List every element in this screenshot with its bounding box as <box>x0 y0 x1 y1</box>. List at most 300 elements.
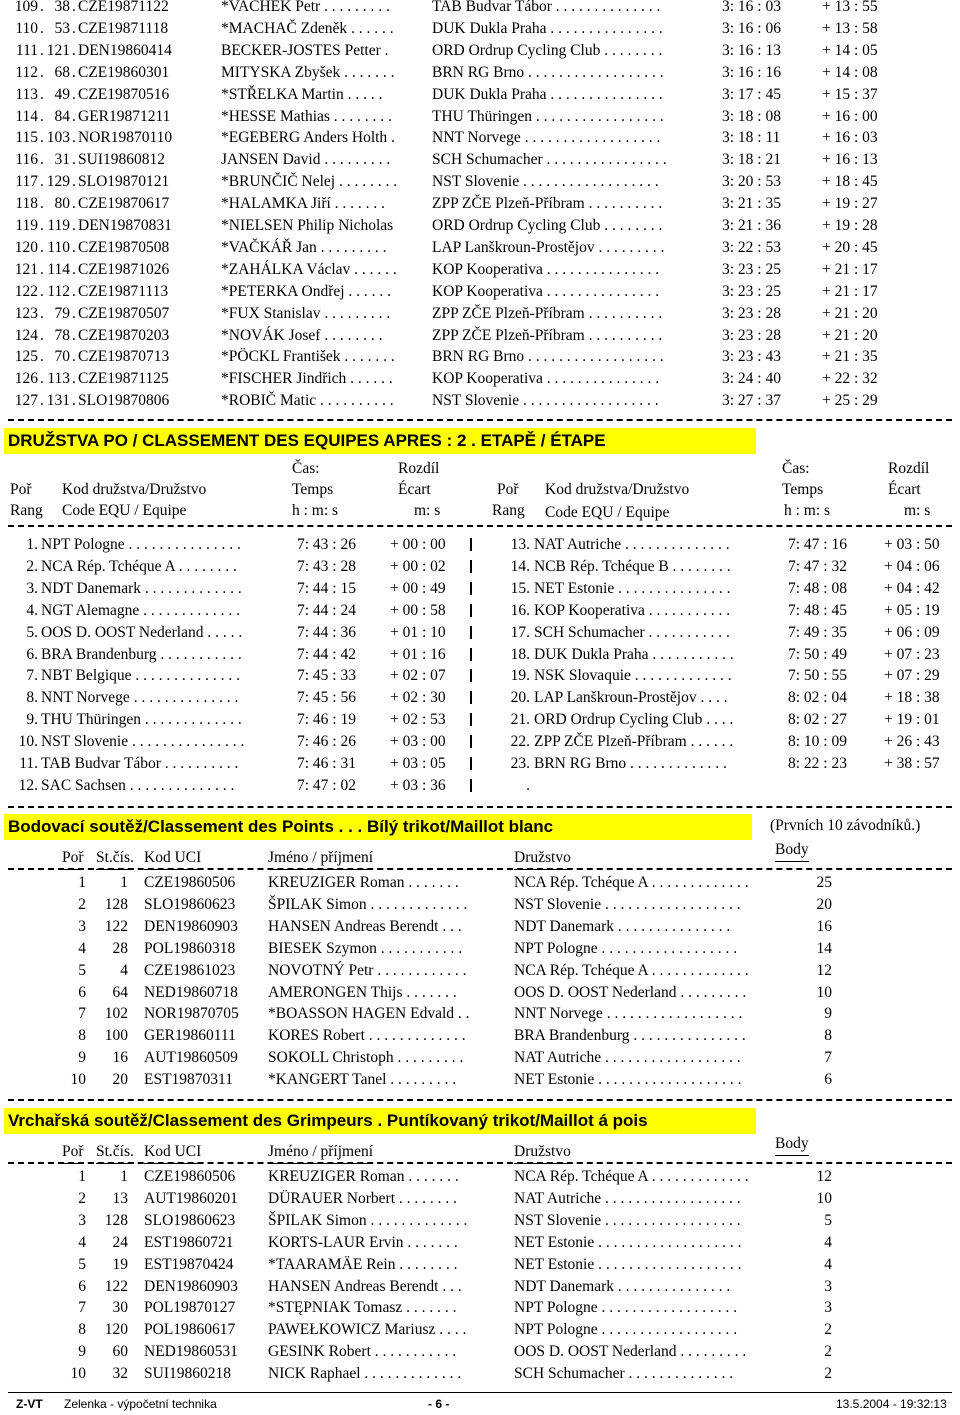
row-name: HANSEN Andreas Berendt . . . <box>268 917 462 935</box>
dot: . <box>72 107 76 125</box>
column-separator <box>470 604 472 617</box>
team-row <box>0 775 960 797</box>
result-start-number: 112 <box>47 282 70 300</box>
result-uci-code: CZE19870713 <box>78 348 170 366</box>
result-team: BRN RG Brno . . . . . . . . . . . . . . . . . . <box>432 348 664 366</box>
row-team: NAT Autriche . . . . . . . . . . . . . . . . . . <box>514 1049 741 1067</box>
result-uci-code: NOR19870110 <box>78 129 173 147</box>
row-rank: 3 <box>78 917 86 935</box>
dot: . <box>72 326 76 344</box>
dot: . <box>72 0 76 15</box>
team-time-right: 7: 50 : 55 <box>788 667 847 685</box>
footer-datetime: 13.5.2004 - 19:32:13 <box>836 1397 947 1411</box>
dot: . <box>40 151 44 169</box>
ranking-row <box>0 982 960 1004</box>
header-rank-right: Poř <box>497 481 519 498</box>
result-team: NST Slovenie . . . . . . . . . . . . . . . . . . <box>432 392 659 410</box>
result-position: 127 <box>14 392 38 410</box>
result-team: NNT Norvege . . . . . . . . . . . . . . . . . . <box>432 129 661 147</box>
row-rank: 9 <box>78 1049 86 1067</box>
result-uci-code: SUI19860812 <box>78 151 165 169</box>
column-separator <box>470 626 472 639</box>
ranking-row <box>0 1232 960 1254</box>
row-points: 25 <box>816 874 832 891</box>
result-uci-code: CZE19870507 <box>78 304 170 322</box>
row-rank: 8 <box>78 1321 86 1339</box>
result-start-number: 110 <box>47 238 70 256</box>
header-team-code: Kod družstva/Družstvo <box>62 481 207 498</box>
row-rank: 10 <box>70 1071 86 1089</box>
column-separator <box>470 757 472 770</box>
ranking-row <box>0 1254 960 1276</box>
result-row <box>0 0 960 18</box>
team-time: 7: 44 : 15 <box>297 579 356 597</box>
row-start-number: 28 <box>112 939 128 957</box>
result-name: *PETERKA Ondřej . . . . . . <box>221 282 392 300</box>
row-team: NPT Pologne . . . . . . . . . . . . . . . . . . <box>514 1321 738 1339</box>
team-time: 7: 45 : 56 <box>297 689 356 707</box>
team-gap: + 02 : 30 <box>390 689 446 707</box>
result-position: 122 <box>14 282 38 300</box>
header-gap-label: Rozdíl <box>398 460 440 477</box>
team-time: 7: 44 : 24 <box>297 601 356 619</box>
team-row <box>0 600 960 622</box>
result-gap: + 21 : 20 <box>822 326 878 344</box>
team-time-right: 7: 47 : 16 <box>788 536 847 553</box>
row-name: GESINK Robert . . . . . . . . . . . <box>268 1343 457 1361</box>
team-name-right: NET Estonie . . . . . . . . . . . . . . . <box>534 579 731 597</box>
row-start-number: 1 <box>120 1168 128 1185</box>
team-rank-right: 18. <box>510 645 530 663</box>
team-time: 7: 43 : 28 <box>297 557 356 575</box>
result-uci-code: CZE19870617 <box>78 195 170 213</box>
result-row <box>0 368 960 390</box>
row-rank: 7 <box>78 1299 86 1317</box>
header-team: Družstvo <box>514 847 571 870</box>
result-row <box>0 84 960 106</box>
team-rank: 9. <box>26 711 38 729</box>
row-start-number: 128 <box>104 895 128 913</box>
result-gap: + 15 : 37 <box>822 85 878 103</box>
column-separator <box>470 713 472 726</box>
result-position: 115 <box>15 129 38 147</box>
row-uci-code: NED19860718 <box>144 983 238 1001</box>
row-rank: 5 <box>78 1255 86 1273</box>
row-team: NET Estonie . . . . . . . . . . . . . . . . . . . <box>514 1255 742 1273</box>
team-time-right: 8: 02 : 27 <box>788 711 847 729</box>
team-time-right: 7: 47 : 32 <box>788 557 847 575</box>
team-gap: + 00 : 02 <box>390 557 446 575</box>
result-uci-code: CZE19871113 <box>78 282 169 300</box>
team-gap: + 00 : 58 <box>390 601 446 619</box>
team-name: NBT Belgique . . . . . . . . . . . . . . <box>41 667 241 685</box>
row-points: 12 <box>816 1168 832 1185</box>
header-rank: Poř <box>62 1141 84 1164</box>
team-rank: 10. <box>18 733 38 751</box>
team-gap-right: + 26 : 43 <box>884 733 940 751</box>
dot: . <box>40 238 44 256</box>
ranking-row <box>0 1166 960 1188</box>
row-start-number: 30 <box>112 1299 128 1317</box>
footer-brand: Z-VT <box>16 1397 43 1411</box>
row-rank: 7 <box>78 1005 86 1023</box>
header-name: Jméno / příjmení <box>268 847 373 870</box>
row-uci-code: SLO19860623 <box>144 1211 236 1229</box>
team-gap-right: + 18 : 38 <box>884 689 940 707</box>
result-gap: + 19 : 28 <box>822 217 878 234</box>
row-points: 4 <box>824 1233 832 1251</box>
dot: . <box>72 19 76 37</box>
ranking-row <box>0 1341 960 1363</box>
dot: . <box>72 151 76 169</box>
footer-rule <box>8 1392 952 1393</box>
result-row <box>0 18 960 40</box>
result-team: DUK Dukla Praha . . . . . . . . . . . . . . . <box>432 85 663 103</box>
team-time-right: 7: 50 : 49 <box>788 645 847 663</box>
row-name: NICK Raphael . . . . . . . . . . . . . <box>268 1365 462 1383</box>
column-separator <box>470 582 472 595</box>
result-time: 3: 20 : 53 <box>722 173 781 191</box>
result-position: 114 <box>15 107 38 125</box>
result-name: *ROBIČ Matic . . . . . . . . . . <box>221 392 394 410</box>
footer-company: Zelenka - výpočetní technika <box>64 1397 217 1411</box>
result-position: 119 <box>15 217 38 234</box>
ranking-row <box>0 1363 960 1385</box>
team-name-right: ORD Ordrup Cycling Club . . . . <box>534 711 734 729</box>
result-name: *NIELSEN Philip Nicholas <box>221 217 394 234</box>
ranking-row <box>0 1276 960 1298</box>
result-gap: + 16 : 13 <box>822 151 878 169</box>
row-uci-code: CZE19860506 <box>144 1168 236 1185</box>
result-gap: + 16 : 00 <box>822 107 878 125</box>
team-row <box>0 578 960 600</box>
points-section-title: Bodovací soutěž/Classement des Points . . . Bílý trikot/Maillot blanc <box>4 814 752 840</box>
result-name: *HESSE Mathias . . . . . . . . <box>221 107 392 125</box>
result-gap: + 25 : 29 <box>822 392 878 410</box>
result-name: *FUX Stanislav . . . . . . . . . <box>221 304 391 322</box>
result-row <box>0 346 960 368</box>
team-name: THU Thüringen . . . . . . . . . . . . . <box>41 711 242 729</box>
team-gap-right: + 05 : 19 <box>884 601 940 619</box>
column-separator <box>470 560 472 573</box>
team-rank: 2. <box>26 557 38 575</box>
result-gap: + 18 : 45 <box>822 173 878 191</box>
row-rank: 6 <box>78 1277 86 1295</box>
result-position: 123 <box>14 304 38 322</box>
dot: . <box>40 85 44 103</box>
result-uci-code: CZE19871125 <box>78 370 169 388</box>
result-name: *PÖCKL František . . . . . . . <box>221 348 395 366</box>
result-name: *MACHAČ Zdeněk . . . . . . <box>221 19 394 37</box>
team-rank: 7. <box>26 667 38 685</box>
header-time-label: Čas: <box>292 460 320 477</box>
dot: . <box>40 195 44 213</box>
team-time-right: 8: 22 : 23 <box>788 755 847 772</box>
result-time: 3: 18 : 11 <box>722 129 781 147</box>
team-time: 7: 46 : 26 <box>297 733 356 751</box>
divider <box>8 1099 952 1101</box>
row-start-number: 122 <box>104 917 128 935</box>
header-points: Body <box>775 839 809 862</box>
result-time: 3: 16 : 06 <box>722 19 781 37</box>
team-row <box>0 687 960 709</box>
row-team: NPT Pologne . . . . . . . . . . . . . . . . . . <box>514 1299 738 1317</box>
team-name-right: KOP Kooperativa . . . . . . . . . . . <box>534 601 731 619</box>
row-uci-code: NED19860531 <box>144 1343 238 1361</box>
result-position: 124 <box>14 326 38 344</box>
row-points: 2 <box>824 1321 832 1339</box>
team-name-right: BRN RG Brno . . . . . . . . . . . . . <box>534 755 727 772</box>
row-rank: 10 <box>70 1365 86 1383</box>
row-name: *STĘPNIAK Tomasz . . . . . . . <box>268 1299 457 1317</box>
dot: . <box>40 41 44 59</box>
team-name-right: NSK Slovaquie . . . . . . . . . . . . . <box>534 667 732 685</box>
result-row <box>0 62 960 84</box>
dot: . <box>40 129 44 147</box>
row-uci-code: AUT19860509 <box>144 1049 238 1067</box>
row-points: 3 <box>824 1299 832 1317</box>
ranking-row <box>0 1319 960 1341</box>
result-name: *BRUNČIČ Nelej . . . . . . . . <box>221 173 398 191</box>
result-uci-code: SLO19870806 <box>78 392 170 410</box>
result-start-number: 68 <box>54 63 70 81</box>
row-rank: 4 <box>78 1233 86 1251</box>
result-row <box>0 171 960 193</box>
team-row <box>0 622 960 644</box>
result-gap: + 22 : 32 <box>822 370 878 388</box>
row-name: ŠPILAK Simon . . . . . . . . . . . . . <box>268 895 468 913</box>
team-gap: + 03 : 05 <box>390 755 446 772</box>
teams-section-title: DRUŽSTVA PO / CLASSEMENT DES EQUIPES APRES : 2 . ETAPĚ / ÉTAPE <box>4 428 756 454</box>
dot: . <box>72 392 76 410</box>
result-time: 3: 27 : 37 <box>722 392 781 410</box>
row-rank: 2 <box>78 895 86 913</box>
row-team: NCA Rép. Tchéque A . . . . . . . . . . . . . <box>514 1168 749 1185</box>
team-rank: 5. <box>26 623 38 641</box>
team-gap-right: + 19 : 01 <box>884 711 940 729</box>
result-start-number: 38 <box>54 0 70 15</box>
row-points: 10 <box>816 1189 832 1207</box>
result-uci-code: CZE19870508 <box>78 238 170 256</box>
divider <box>8 525 952 527</box>
result-gap: + 14 : 08 <box>822 63 878 81</box>
header-ms-right: m: s <box>904 502 931 519</box>
result-row <box>0 303 960 325</box>
dot: . <box>72 282 76 300</box>
row-name: AMERONGEN Thijs . . . . . . . <box>268 983 457 1001</box>
team-gap-right: + 06 : 09 <box>884 623 940 641</box>
row-uci-code: EST19870311 <box>144 1071 233 1089</box>
team-name: NGT Alemagne . . . . . . . . . . . . . <box>41 601 241 619</box>
ranking-row <box>0 960 960 982</box>
row-name: KREUZIGER Roman . . . . . . . <box>268 1168 459 1185</box>
team-gap-right: + 07 : 23 <box>884 645 940 663</box>
dot: . <box>40 392 44 410</box>
team-name-right: ZPP ZČE Plzeň-Příbram . . . . . . <box>534 733 734 751</box>
team-name: NNT Norvege . . . . . . . . . . . . . . <box>41 689 239 707</box>
row-start-number: 64 <box>112 983 128 1001</box>
row-name: *TAARAMÄE Rein . . . . . . . . <box>268 1255 458 1273</box>
ranking-row <box>0 1188 960 1210</box>
team-name-right: DUK Dukla Praha . . . . . . . . . . . <box>534 645 734 663</box>
team-rank: 3. <box>26 579 38 597</box>
row-points: 4 <box>824 1255 832 1273</box>
result-start-number: 129 <box>46 173 70 191</box>
header-uci-code: Kod UCI <box>144 1141 201 1164</box>
ranking-row <box>0 1297 960 1319</box>
result-uci-code: SLO19870121 <box>78 173 170 191</box>
row-uci-code: AUT19860201 <box>144 1189 238 1207</box>
result-gap: + 21 : 17 <box>822 260 878 278</box>
team-name-right: LAP Lanškroun-Prostějov . . . . <box>534 689 728 707</box>
divider <box>8 419 952 421</box>
row-rank: 9 <box>78 1343 86 1361</box>
team-gap: + 00 : 49 <box>390 579 446 597</box>
header-code-equ-right: Code EQU / Equipe <box>545 504 670 521</box>
dot: . <box>72 217 76 234</box>
row-rank: 6 <box>78 983 86 1001</box>
column-separator <box>470 538 472 551</box>
row-rank: 1 <box>78 1168 86 1185</box>
row-name: ŠPILAK Simon . . . . . . . . . . . . . <box>268 1211 468 1229</box>
row-rank: 4 <box>78 939 86 957</box>
result-row <box>0 215 960 237</box>
row-name: DÜRAUER Norbert . . . . . . . . <box>268 1189 457 1207</box>
team-gap-right: + 07 : 29 <box>884 667 940 685</box>
result-name: *FISCHER Jindřich . . . . . . <box>221 370 393 388</box>
result-team: ORD Ordrup Cycling Club . . . . . . . . <box>432 217 663 234</box>
ranking-row <box>0 916 960 938</box>
row-uci-code: EST19860721 <box>144 1233 234 1251</box>
column-separator <box>470 735 472 748</box>
header-points: Body <box>775 1133 809 1156</box>
row-rank: 1 <box>78 874 86 891</box>
result-position: 112 <box>15 63 38 81</box>
column-separator <box>470 779 472 792</box>
team-rank-right: 23. <box>510 755 530 772</box>
team-time: 7: 45 : 33 <box>297 667 356 685</box>
team-gap: + 00 : 00 <box>390 536 446 553</box>
result-time: 3: 21 : 35 <box>722 195 781 213</box>
row-start-number: 24 <box>112 1233 128 1251</box>
team-rank-right: 14. <box>510 557 530 575</box>
team-name: NPT Pologne . . . . . . . . . . . . . . . <box>41 536 241 553</box>
team-rank-right: 19. <box>510 667 530 685</box>
result-team: ZPP ZČE Plzeň-Příbram . . . . . . . . . . <box>432 326 663 344</box>
dot: . <box>72 85 76 103</box>
result-position: 109 <box>14 0 38 15</box>
header-hms-right: h : m: s <box>784 502 831 519</box>
ranking-row <box>0 938 960 960</box>
team-name-right: NAT Autriche . . . . . . . . . . . . . . <box>534 536 730 553</box>
result-time: 3: 16 : 16 <box>722 63 781 81</box>
result-time: 3: 16 : 13 <box>722 41 781 59</box>
row-name: KORTS-LAUR Ervin . . . . . . . <box>268 1233 458 1251</box>
team-row <box>0 753 960 775</box>
row-team: NDT Danemark . . . . . . . . . . . . . . . <box>514 917 731 935</box>
result-team: BRN RG Brno . . . . . . . . . . . . . . . . . . <box>432 63 664 81</box>
row-team: NNT Norvege . . . . . . . . . . . . . . . . . . <box>514 1005 743 1023</box>
result-uci-code: GER19871211 <box>78 107 171 125</box>
team-gap-right: + 04 : 06 <box>884 557 940 575</box>
result-time: 3: 23 : 25 <box>722 260 781 278</box>
result-time: 3: 24 : 40 <box>722 370 781 388</box>
team-time: 7: 43 : 26 <box>297 536 356 553</box>
row-rank: 2 <box>78 1189 86 1207</box>
dot: . <box>40 173 44 191</box>
row-name: NOVOTNÝ Petr . . . . . . . . . . . . <box>268 961 467 979</box>
result-position: 118 <box>15 195 38 213</box>
row-uci-code: NOR19870705 <box>144 1005 239 1023</box>
result-team: ORD Ordrup Cycling Club . . . . . . . . <box>432 41 663 59</box>
points-note: (Prvních 10 závodníků.) <box>770 817 921 834</box>
result-uci-code: CZE19870203 <box>78 326 170 344</box>
header-name: Jméno / příjmení <box>268 1141 373 1164</box>
ranking-row <box>0 1210 960 1232</box>
dot: . <box>40 0 44 15</box>
row-uci-code: CZE19860506 <box>144 874 236 891</box>
row-name: SOKOLL Christoph . . . . . . . . . <box>268 1049 464 1067</box>
team-row <box>0 731 960 753</box>
row-team: NET Estonie . . . . . . . . . . . . . . . . . . . <box>514 1233 742 1251</box>
result-position: 117 <box>15 173 38 191</box>
result-time: 3: 22 : 53 <box>722 238 781 256</box>
team-time-right: 7: 48 : 45 <box>788 601 847 619</box>
team-rank-right: 21. <box>510 711 530 729</box>
team-rank: 6. <box>26 645 38 663</box>
mountain-section-title: Vrchařská soutěž/Classement des Grimpeurs . Puntíkovaný trikot/Maillot á pois <box>4 1108 756 1134</box>
ranking-header-row <box>0 1135 960 1163</box>
result-time: 3: 23 : 28 <box>722 304 781 322</box>
result-position: 125 <box>14 348 38 366</box>
dot: . <box>40 63 44 81</box>
row-start-number: 100 <box>104 1027 128 1045</box>
result-gap: + 14 : 05 <box>822 41 878 59</box>
row-name: PAWEŁKOWICZ Mariusz . . . . <box>268 1321 467 1339</box>
result-start-number: 53 <box>54 19 70 37</box>
header-temps: Temps <box>292 481 334 498</box>
team-rank: 8. <box>26 689 38 707</box>
divider <box>8 806 952 808</box>
header-temps-right: Temps <box>782 481 824 498</box>
row-points: 6 <box>824 1071 832 1089</box>
result-start-number: 113 <box>47 370 70 388</box>
row-team: OOS D. OOST Nederland . . . . . . . . . <box>514 983 747 1001</box>
result-gap: + 21 : 35 <box>822 348 878 366</box>
team-time-right: 7: 48 : 08 <box>788 579 847 597</box>
result-row <box>0 259 960 281</box>
result-gap: + 13 : 55 <box>822 0 878 15</box>
result-start-number: 49 <box>54 85 70 103</box>
team-row <box>0 709 960 731</box>
row-team: NAT Autriche . . . . . . . . . . . . . . . . . . <box>514 1189 741 1207</box>
result-position: 111 <box>15 41 38 59</box>
dot: . <box>72 195 76 213</box>
result-uci-code: CZE19871026 <box>78 260 170 278</box>
result-gap: + 16 : 03 <box>822 129 878 147</box>
row-start-number: 120 <box>104 1321 128 1339</box>
row-uci-code: CZE19861023 <box>144 961 236 979</box>
team-time: 7: 44 : 36 <box>297 623 356 641</box>
team-name: NDT Danemark . . . . . . . . . . . . . <box>41 579 242 597</box>
result-time: 3: 23 : 25 <box>722 282 781 300</box>
row-team: NST Slovenie . . . . . . . . . . . . . . . . . . <box>514 1211 741 1229</box>
dot: . <box>40 19 44 37</box>
row-uci-code: POL19860617 <box>144 1321 236 1339</box>
team-gap: + 01 : 10 <box>390 623 446 641</box>
result-position: 126 <box>14 370 38 388</box>
dot: . <box>72 129 76 147</box>
